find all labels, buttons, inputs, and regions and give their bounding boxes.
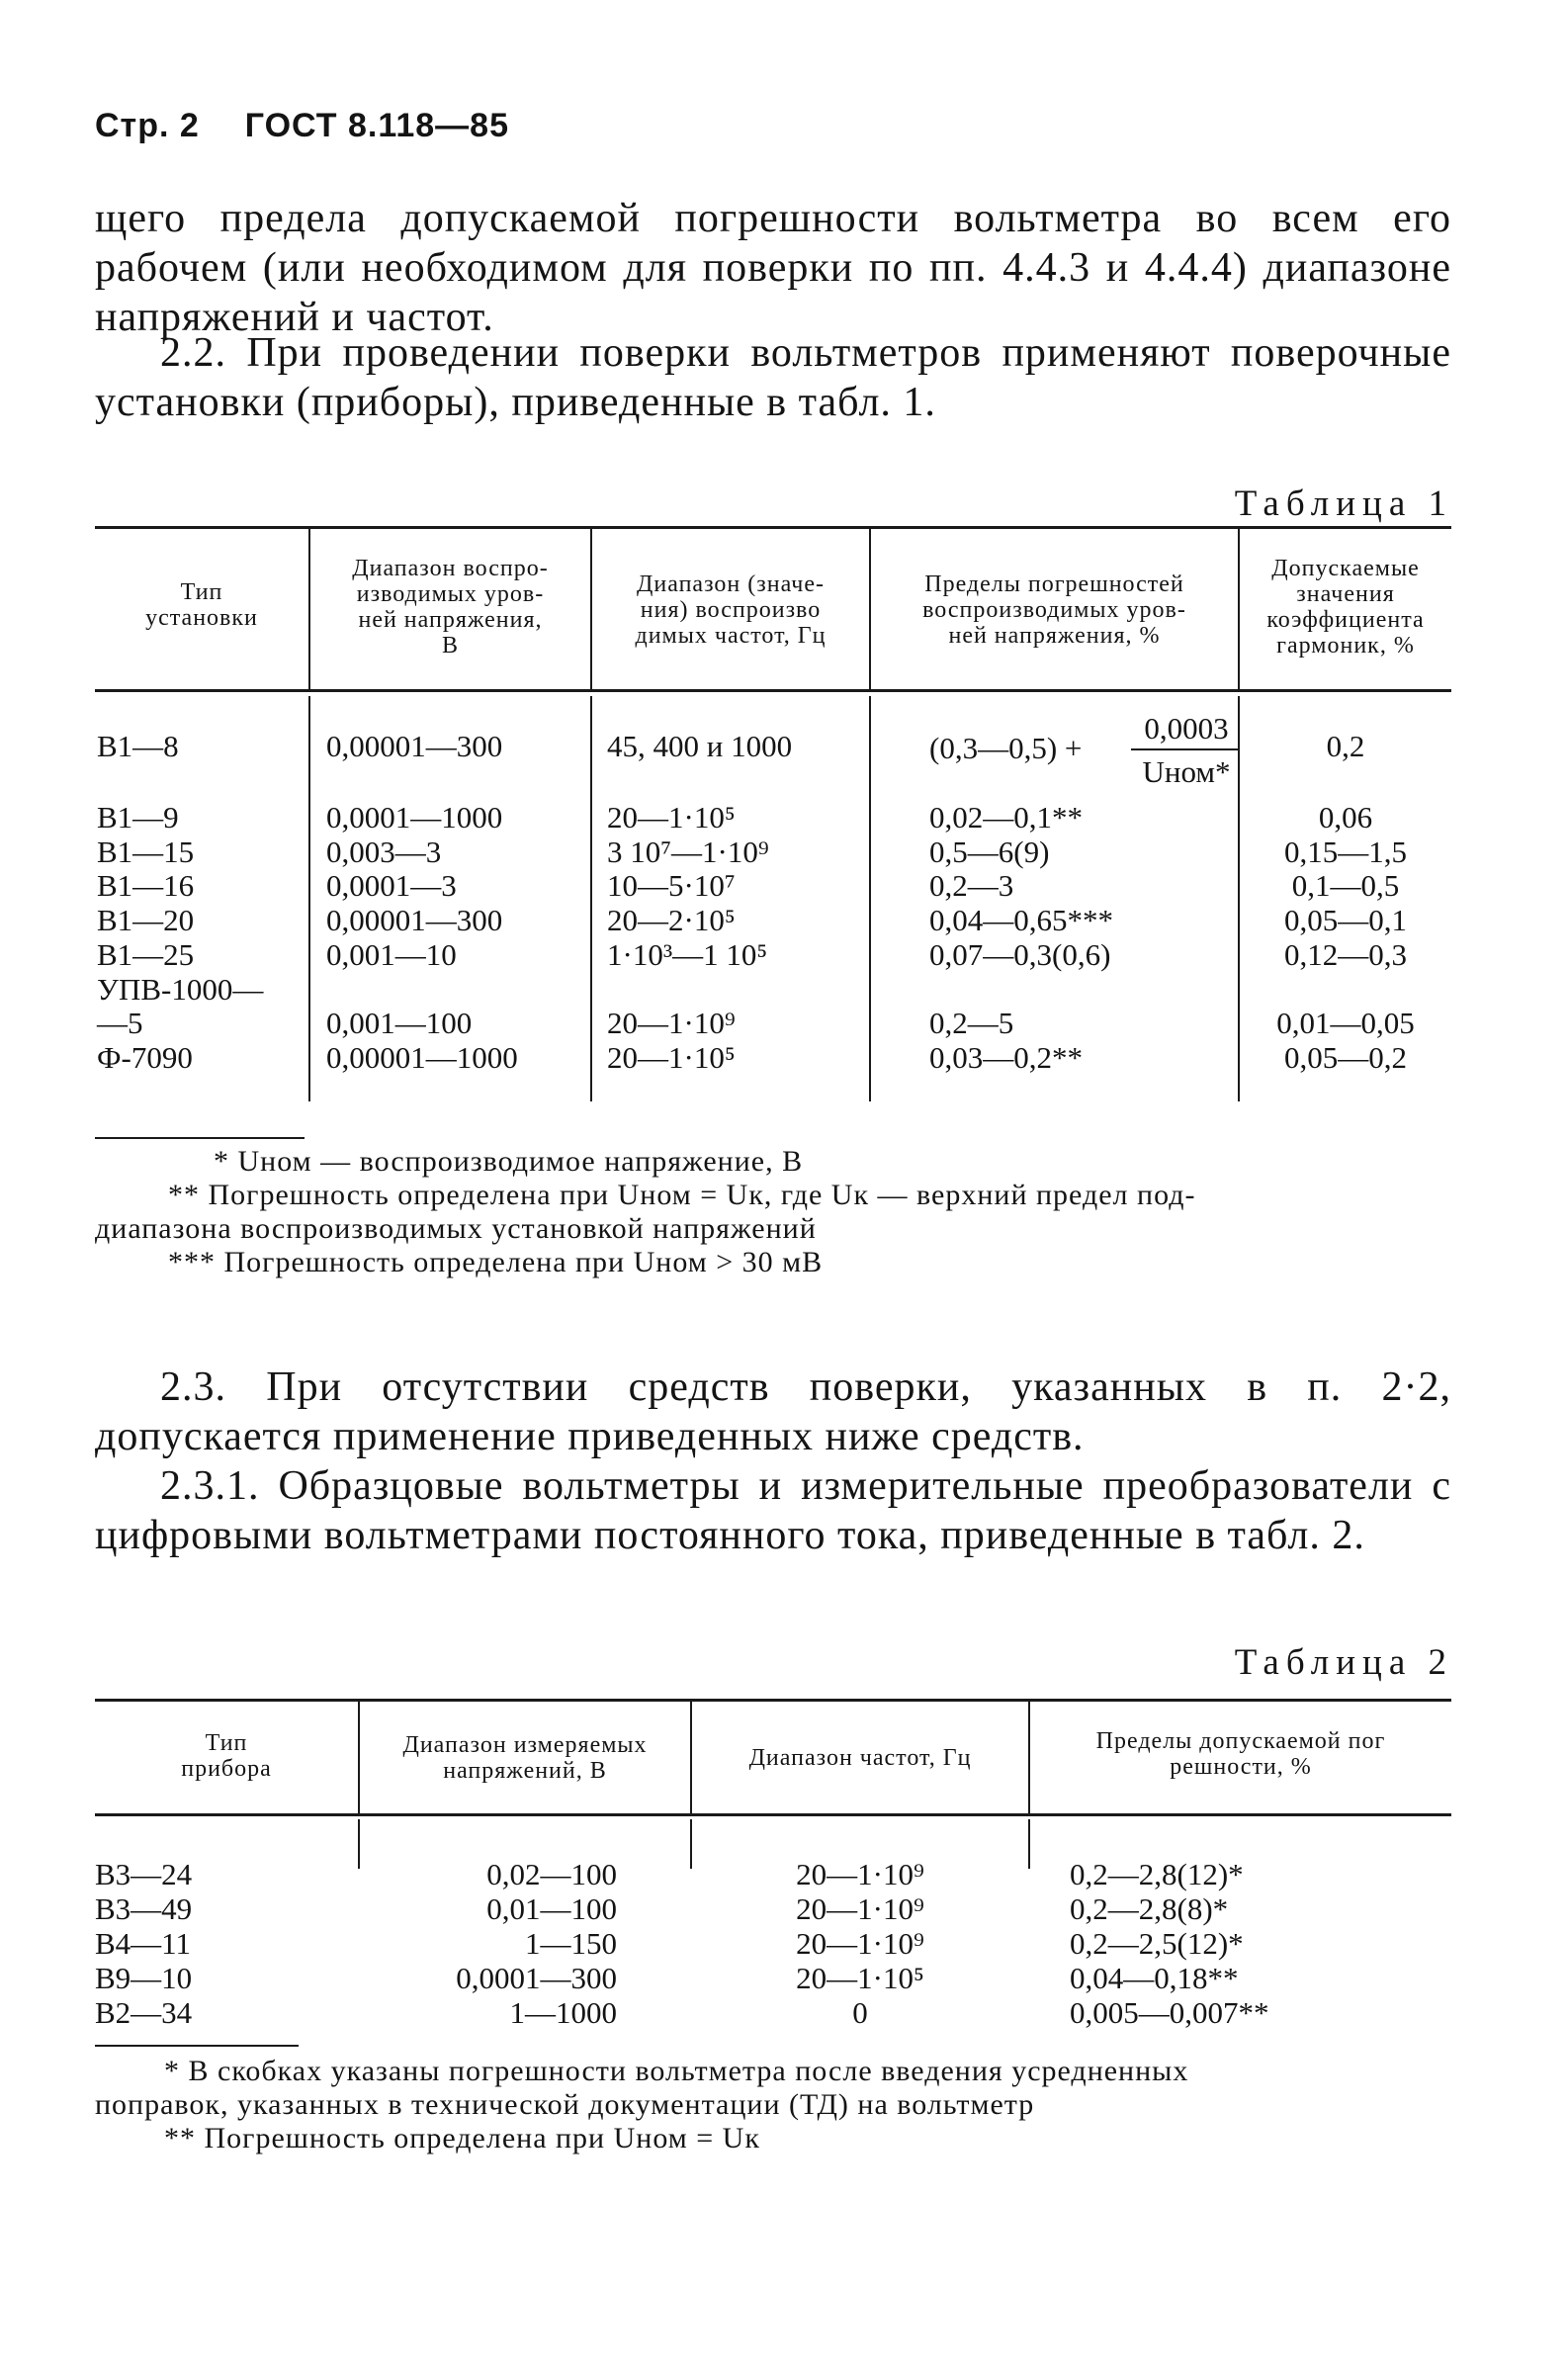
table-row: В4—11 — [95, 1926, 192, 1961]
table-cell: 1—1000 — [509, 1995, 617, 2030]
table-cell — [607, 973, 769, 1008]
table-row: —5 — [97, 1006, 143, 1041]
t2-header-error: Пределы допускаемой пог решности, % — [1095, 1728, 1386, 1780]
t2-note-1-cont: поправок, указанных в технической документации (ТД) на вольтметр — [95, 2088, 1035, 2121]
table-cell: 0,2—5 — [929, 1006, 1014, 1041]
t1-header-frequency: Диапазон (значе- ния) воспроизво димых частот, Гц — [635, 571, 827, 649]
t1-col-error — [929, 801, 1113, 1076]
table-cell: 0,0001—1000 — [326, 800, 503, 835]
t2-col-type — [95, 1857, 192, 2030]
table-cell: 0,0001—3 — [326, 868, 457, 904]
table-cell: 0,005—0,007** — [1070, 1995, 1269, 2030]
t1-row1-fraction-bar — [1131, 748, 1240, 750]
t2-note-1: * В скобках указаны погрешности вольтметра после введения усредненных — [164, 2055, 1189, 2087]
t1-header-range: Диапазон воспро- изводимых уров- ней напряжения, В — [352, 556, 549, 659]
standard-number: ГОСТ 8.118—85 — [244, 107, 510, 144]
table-cell: 20—1·10⁵ — [607, 1039, 736, 1075]
table-2-top-rule — [95, 1699, 1451, 1702]
table-cell — [326, 973, 518, 1008]
table-2-header-rule — [95, 1813, 1451, 1816]
t1-row1-error-numerator: 0,0003 — [1144, 711, 1229, 746]
t2-col-sep-3-body — [1028, 1819, 1030, 1869]
table-cell — [929, 973, 1113, 1008]
t1-row1-frequency: 45, 400 и 1000 — [607, 729, 793, 763]
table-cell: 20—1·10⁹ — [607, 1006, 736, 1041]
table-cell: 20—1·10⁵ — [607, 800, 736, 835]
page-number: Стр. 2 — [95, 107, 200, 144]
table-cell: 20—1·10⁹ — [796, 1891, 924, 1926]
table-row: В1—20 — [97, 903, 195, 938]
table-cell: 10—5·10⁷ — [607, 868, 736, 904]
t1-header-type: Тип установки — [145, 579, 258, 631]
table-cell: 0,15—1,5 — [1284, 834, 1407, 869]
page-header — [95, 107, 509, 145]
table-2-notes-rule — [95, 2045, 299, 2047]
table-row: В2—34 — [95, 1995, 193, 2030]
table-cell: 3 10⁷—1·10⁹ — [607, 834, 769, 869]
table-cell: 20—1·10⁹ — [796, 1857, 924, 1891]
t2-col-range — [360, 1857, 617, 2030]
t1-row1-harmonics: 0,2 — [1326, 729, 1365, 763]
table-cell: 0,001—10 — [326, 936, 457, 972]
table-cell: 0,03—0,2** — [929, 1039, 1083, 1075]
table-cell: 0,1—0,5 — [1291, 868, 1400, 904]
t1-col-frequency — [607, 801, 769, 1076]
table-cell: 0,2—2,5(12)* — [1070, 1926, 1244, 1961]
t2-header-type: Тип прибора — [181, 1730, 272, 1782]
t2-col-error — [1070, 1857, 1269, 2030]
t1-col-range — [326, 801, 518, 1076]
table-cell: 0,2—2,8(8)* — [1070, 1891, 1229, 1926]
paragraph-2-3: 2.3. При отсутствии средств поверки, указанных в п. 2·2, допускается применение приведенных ниже средств. — [95, 1364, 1451, 1459]
table-row: В9—10 — [95, 1961, 193, 1995]
t1-header-error: Пределы погрешностей воспроизводимых уров- ней напряжения, % — [922, 571, 1186, 649]
table-cell: 0,5—6(9) — [929, 834, 1050, 869]
table-cell: 0 — [852, 1995, 868, 2030]
table-cell: 1·10³—1 10⁵ — [607, 936, 768, 972]
table-cell: 20—2·10⁵ — [607, 903, 736, 938]
table-cell: 0,07—0,3(0,6) — [929, 936, 1111, 972]
t1-row1-range: 0,00001—300 — [326, 729, 503, 763]
t1-col-sep-3-body — [869, 696, 871, 1101]
t1-note-2: ** Погрешность определена при Uном = Uк, где Uк — верхний предел под- — [168, 1179, 1196, 1211]
table-row: В3—49 — [95, 1891, 193, 1926]
table-cell: 0,06 — [1318, 800, 1373, 835]
table-cell: 0,05—0,2 — [1284, 1039, 1407, 1075]
table-cell: 0,05—0,1 — [1284, 903, 1407, 938]
table-row: В1—15 — [97, 834, 195, 869]
table-cell: 0,001—100 — [326, 1006, 473, 1041]
t1-col-sep-1-body — [308, 696, 310, 1101]
table-1-header-rule — [95, 689, 1451, 692]
paragraph-2-3-1: 2.3.1. Образцовые вольтметры и измерительные преобразователи с цифровыми вольтметрами постоянного тока, приведенные в табл. 2. — [95, 1463, 1451, 1558]
table-cell: 0,02—100 — [486, 1857, 617, 1891]
table-row: В1—25 — [97, 936, 195, 972]
t1-row1-error-prefix: (0,3—0,5) + — [929, 731, 1083, 765]
table-cell: 0,04—0,65*** — [929, 903, 1113, 938]
table-1-notes-rule — [95, 1137, 305, 1139]
t1-header-harmonics: Допускаемые значения коэффициента гармоник, % — [1266, 556, 1425, 659]
paragraph-continuation: щего предела допускаемой погрешности вольтметра во всем его рабочем (или необходимом для поверки по пп. 4.4.3 и 4.4.4) диапазоне напряжений и частот. — [95, 196, 1451, 340]
t1-row1-type: В1—8 — [97, 729, 179, 763]
table-cell: 0,04—0,18** — [1070, 1961, 1239, 1995]
table-cell: 20—1·10⁹ — [796, 1926, 924, 1961]
table-row: В1—16 — [97, 868, 195, 904]
paragraph-2-2: 2.2. При проведении поверки вольтметров применяют поверочные установки (приборы), приведенные в табл. 1. — [95, 330, 1451, 425]
table-1-caption: Таблица 1 — [1234, 483, 1453, 524]
table-cell: 0,2—3 — [929, 868, 1014, 904]
table-cell: 0,0001—300 — [456, 1961, 617, 1995]
table-cell: 0,12—0,3 — [1284, 936, 1407, 972]
table-cell: 0,00001—1000 — [326, 1039, 518, 1075]
table-cell: 0,00001—300 — [326, 903, 503, 938]
table-cell: 0,2—2,8(12)* — [1070, 1857, 1244, 1891]
t1-col-sep-2-body — [590, 696, 592, 1101]
t2-header-frequency: Диапазон частот, Гц — [748, 1745, 972, 1771]
table-row: В3—24 — [95, 1857, 193, 1891]
table-cell: 0,003—3 — [326, 834, 442, 869]
t1-note-1: * Uном — воспроизводимое напряжение, В — [214, 1145, 804, 1178]
t1-note-3: *** Погрешность определена при Uном > 30 мВ — [168, 1246, 824, 1278]
t1-note-2-cont: диапазона воспроизводимых установкой напряжений — [95, 1212, 817, 1245]
table-cell: 20—1·10⁵ — [796, 1961, 924, 1995]
table-1-top-rule — [95, 526, 1451, 529]
table-cell: 0,02—0,1** — [929, 800, 1083, 835]
t1-col-harmonics — [1240, 801, 1451, 1076]
t1-row1-error-denominator: Uном* — [1142, 754, 1231, 789]
table-row: УПВ-1000— — [97, 971, 264, 1007]
table-2-caption: Таблица 2 — [1234, 1642, 1453, 1683]
table-row: Ф-7090 — [97, 1039, 193, 1075]
table-row: В1—9 — [97, 800, 179, 835]
table-cell — [1240, 973, 1451, 1008]
t1-col-type — [97, 801, 263, 1076]
t2-col-frequency — [692, 1857, 1028, 2030]
table-cell: 0,01—100 — [486, 1891, 617, 1926]
table-cell: 0,01—0,05 — [1276, 1006, 1415, 1041]
t2-header-range: Диапазон измеряемых напряжений, В — [402, 1732, 648, 1784]
t2-note-2: ** Погрешность определена при Uном = Uк — [164, 2122, 760, 2154]
table-cell: 1—150 — [525, 1926, 617, 1961]
